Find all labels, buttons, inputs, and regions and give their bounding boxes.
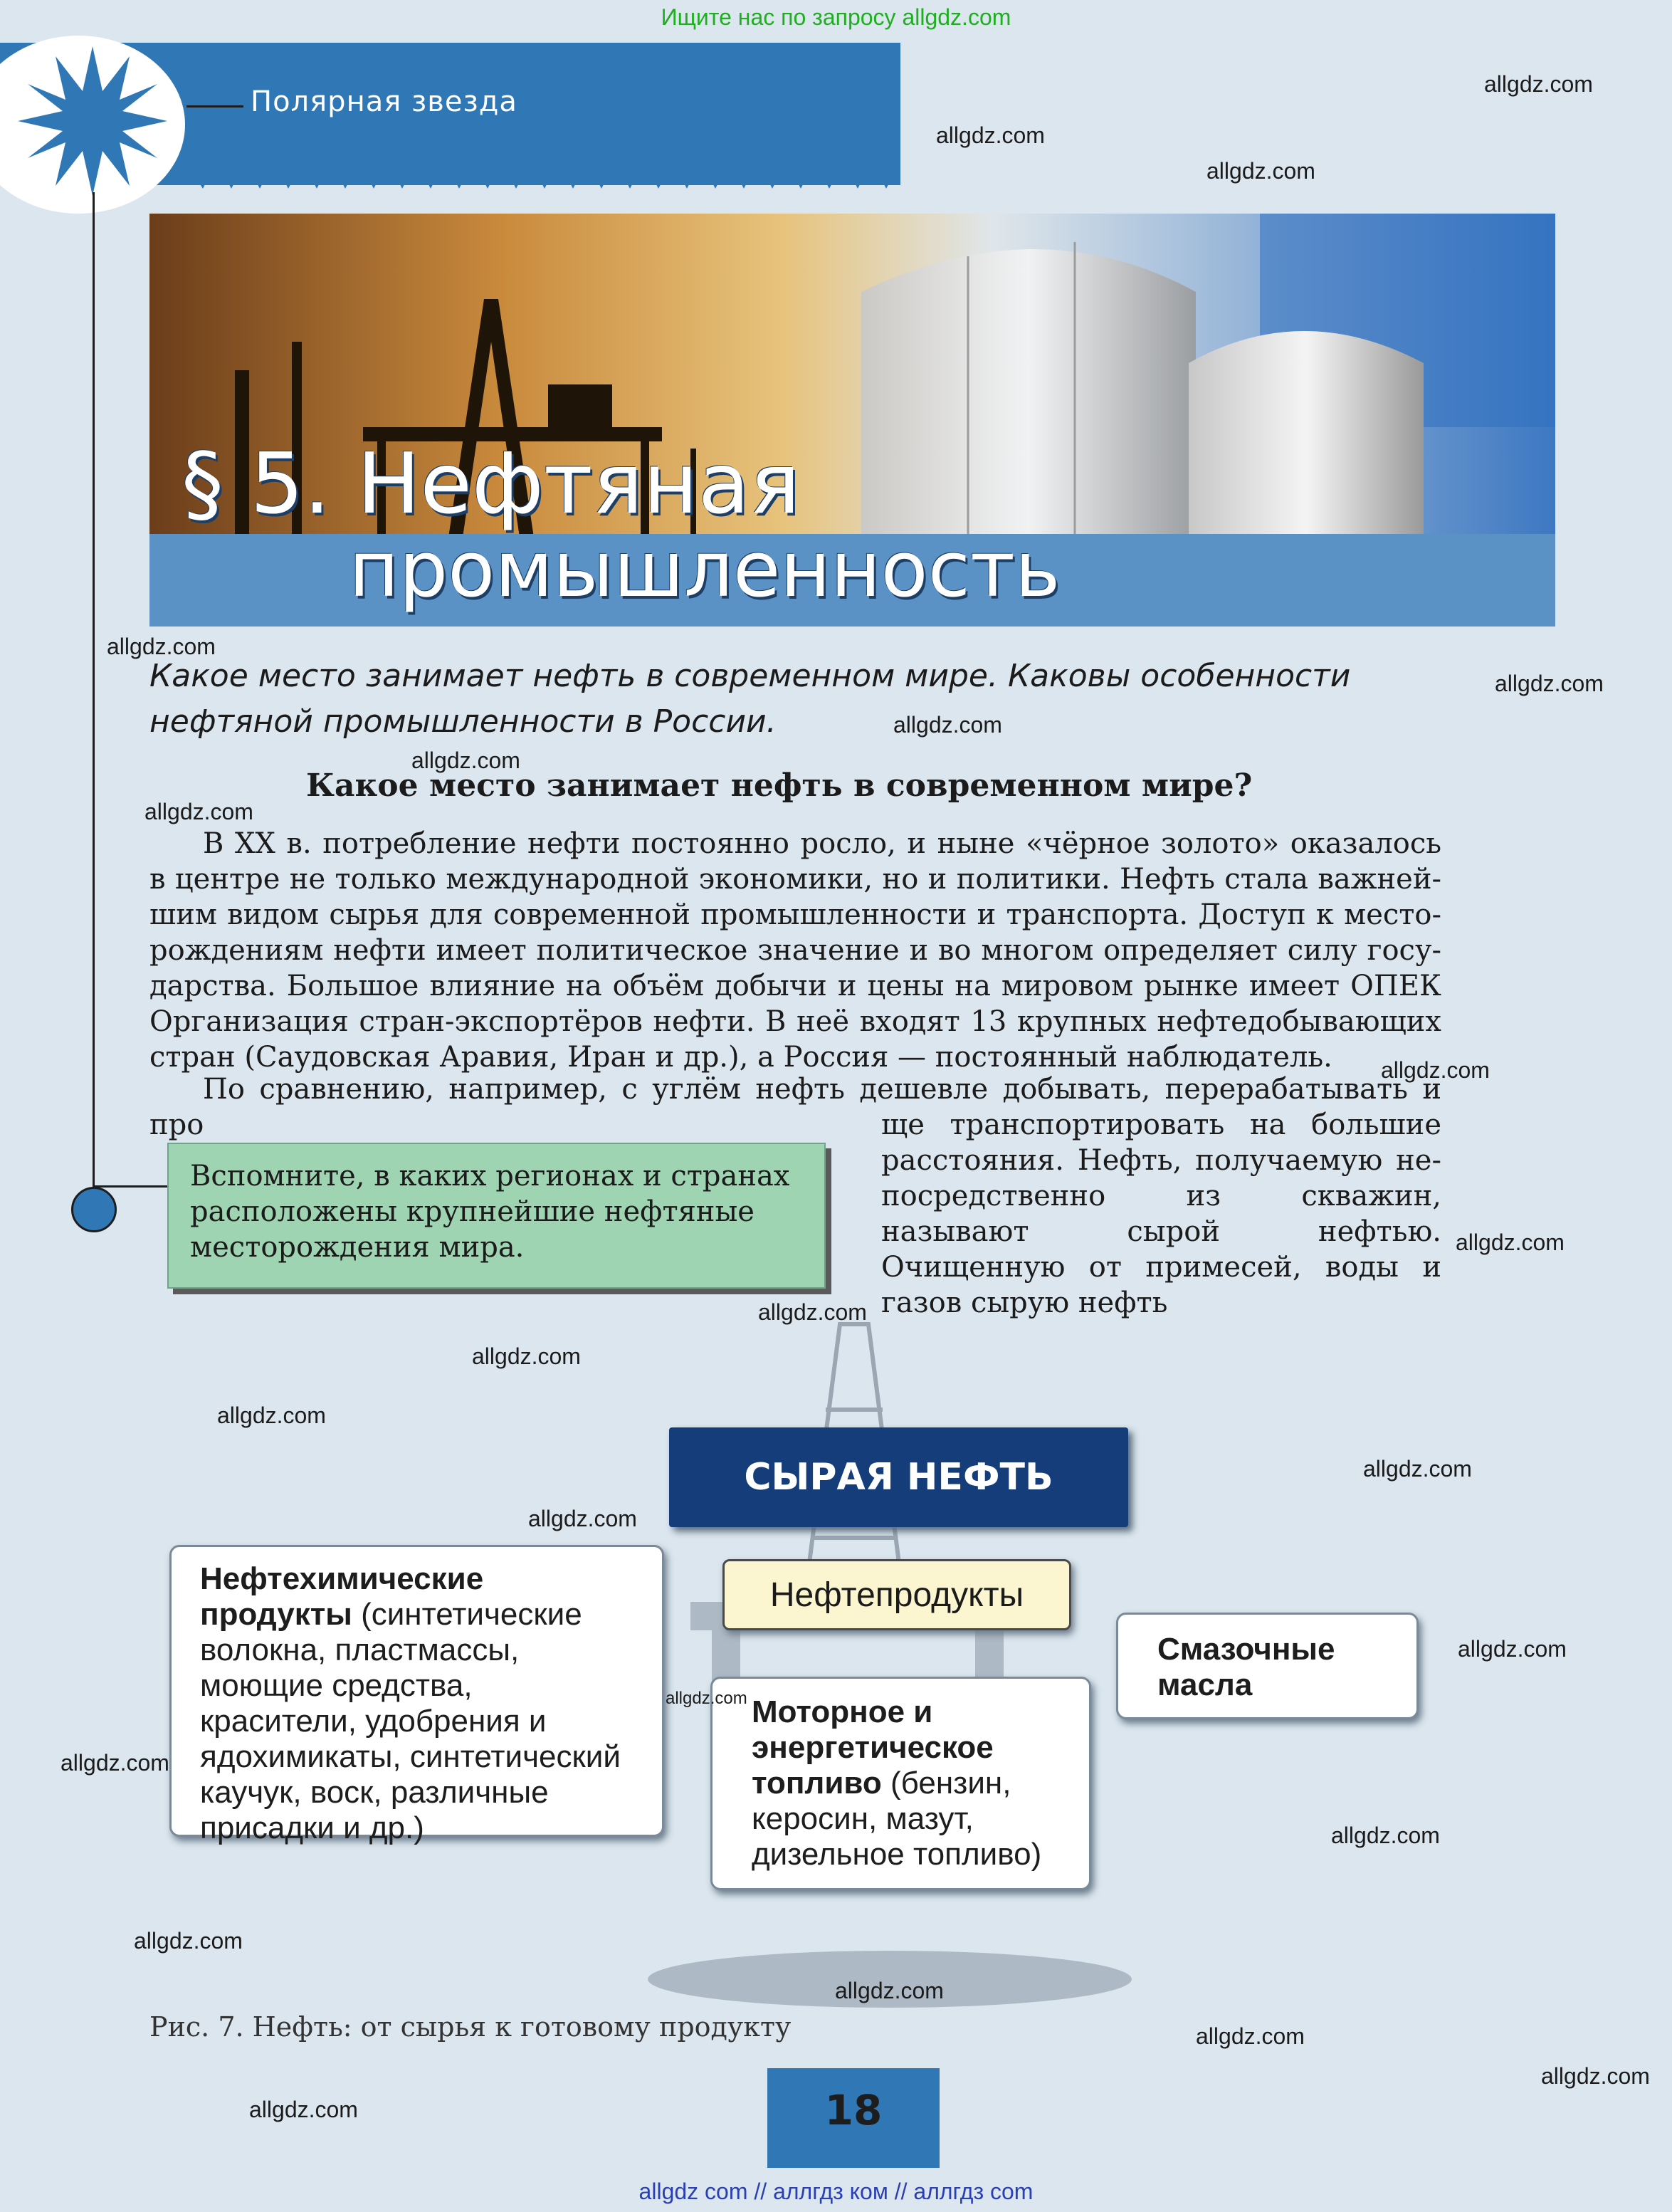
lubricants-box [1116,1613,1419,1719]
watermark: allgdz.com [666,1689,747,1708]
chapter-title-line2: промышленность [349,525,1061,614]
petrochemical-text: (синтетические волокна, пластмассы, моющие средства, красители, удобрения и ядохимикаты, синтетический каучук, воск, различные присадки и др.) [200,1597,621,1845]
paragraph-1: В XX в. потребление нефти постоянно росло, и ныне «чёрное золото» оказалось в центре не только международной экономики, но и политики. Нефть стала важнейшим видом сырья для современной промышленности и транспорта. Доступ к месторождениям нефти имеет политическое значение и во многом определяет силу государства. Большое влияние на объём добычи и цены на мировом рынке имеет ОПЕК Организация стран-экспортёров нефти. В неё входят 13 крупных нефтедобывающих стран (Саудовская Аравия, Иран и др.), а Россия — постоянный наблюдатель. [149,827,1441,1074]
page-number: 18 [824,2086,883,2134]
petrochemical-products-box [169,1545,664,1845]
watermark: allgdz.com [249,2097,358,2122]
watermark: allgdz.com [107,634,216,659]
figure-caption: Рис. 7. Нефть: от сырья к готовому продукту [149,2011,792,2043]
watermark: allgdz.com [1331,1823,1440,1848]
watermark: allgdz.com [893,712,1002,738]
watermark: allgdz.com [61,1750,169,1776]
lubricants-label: Смазочные масла [1157,1632,1335,1702]
watermark: allgdz.com [528,1506,637,1531]
remember-box: Вспомните, в каких регионах и странах расположены крупнейшие нефтяные месторождения мира. [167,1143,826,1289]
watermark: allgdz.com [217,1403,326,1428]
oil-products-box: Нефтепродукты [722,1559,1071,1630]
watermark: allgdz.com [835,1978,944,2003]
polar-star-icon [14,43,171,199]
figure-title: СЫРАЯ НЕФТЬ [669,1427,1128,1527]
series-title-line [186,105,243,108]
watermark: allgdz.com [758,1299,867,1325]
watermark: allgdz.com [134,1928,243,1954]
paragraph-2-start: По сравнению, например, с углём нефть дешевле добывать, перерабатывать и про [149,1073,1441,1141]
watermark: allgdz.com [1363,1456,1472,1482]
fuel-heading: Моторное и энергетическое топливо [752,1694,994,1800]
watermark: allgdz.com [144,799,253,824]
series-title: Полярная звезда [251,85,517,118]
watermark: allgdz.com [1458,1636,1567,1662]
watermark: allgdz.com [1495,671,1604,696]
watermark: allgdz.com [411,748,520,773]
watermark: allgdz.com [1381,1057,1490,1083]
lead-questions: Какое место занимает нефть в современном мире. Каковы особенности нефтяной промышленности в России. [149,658,1351,740]
paragraph-2-rest: ще транспортировать на большие расстояния. Нефть, получаемую непосредственно из скважин, называют сырой нефтью. Очищенную от примесей, воды и газов сырую нефть [881,1108,1441,1319]
watermark: allgdz.com [936,122,1045,148]
section-heading: Какое место занимает нефть в современном мире? [306,767,1253,804]
oil-rig-illustration [605,1296,1139,2015]
watermark-bottom: allgdz com // аллгдз ком // аллгдз com [638,2179,1034,2204]
watermark: allgdz.com [1484,71,1593,97]
margin-line [93,192,95,1185]
watermark: allgdz.com [1541,2063,1650,2089]
watermark: allgdz.com [1206,158,1315,184]
watermark: allgdz.com [472,1343,581,1369]
petrochemical-heading: Нефтехимические продукты [200,1561,484,1632]
margin-dot [71,1187,117,1232]
fuel-text: (бензин, керосин, мазут, дизельное топливо) [752,1766,1042,1872]
watermark-top: Ищите нас по запросу allgdz.com [661,4,1011,30]
chapter-title-line1: § 5. Нефтяная [182,434,800,533]
zigzag-border [185,146,900,189]
watermark: allgdz.com [1456,1230,1565,1255]
watermark: allgdz.com [1196,2023,1305,2049]
margin-connector [93,1185,167,1188]
fuel-box [710,1677,1091,1890]
